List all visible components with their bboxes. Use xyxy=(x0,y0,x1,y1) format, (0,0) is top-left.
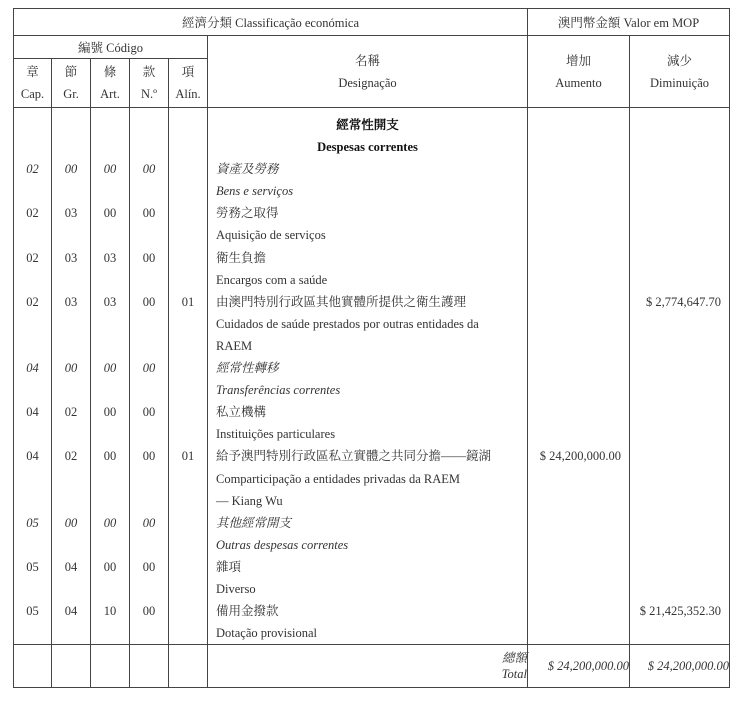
code-alin xyxy=(169,357,207,379)
alin-column xyxy=(169,108,208,645)
designation-header xyxy=(208,36,528,108)
increase-amount xyxy=(528,556,629,578)
code-gr xyxy=(52,136,90,158)
code-cap xyxy=(14,269,51,291)
code-alin xyxy=(169,136,207,158)
code-art xyxy=(91,136,129,158)
total-empty xyxy=(130,645,169,688)
increase-pt: Aumento xyxy=(555,75,602,90)
code-art: 00 xyxy=(103,162,117,177)
decrease-amount xyxy=(630,313,729,335)
code-cap xyxy=(14,335,51,357)
designation-line: Diverso xyxy=(216,581,256,596)
increase-amount xyxy=(528,158,629,180)
code-no xyxy=(130,578,168,600)
code-alin xyxy=(169,313,207,335)
code-art: 00 xyxy=(103,449,117,464)
code-cap xyxy=(14,468,51,490)
code-no: 00 xyxy=(142,294,156,309)
designation-line: 其他經常開支 xyxy=(216,515,292,530)
designation-line: 衛生負擔 xyxy=(216,250,267,265)
code-gr xyxy=(52,534,90,556)
decrease-amount xyxy=(630,556,729,578)
increase-amount xyxy=(528,401,629,423)
code-alin xyxy=(169,556,207,578)
code-alin xyxy=(169,202,207,224)
code-cap xyxy=(14,114,51,136)
code-cap xyxy=(14,490,51,512)
code-gr xyxy=(52,423,90,445)
decrease-column xyxy=(630,108,730,645)
code-art xyxy=(91,423,129,445)
code-alin xyxy=(169,269,207,291)
increase-amount xyxy=(528,468,629,490)
decrease-amount xyxy=(630,247,729,269)
code-no xyxy=(130,180,168,202)
code-no xyxy=(130,622,168,644)
code-cap: 04 xyxy=(26,361,39,376)
code-gr: 04 xyxy=(64,559,78,574)
code-art: 03 xyxy=(103,250,117,265)
designation-line: Encargos com a saúde xyxy=(216,272,328,287)
code-no xyxy=(130,335,168,357)
code-gr xyxy=(52,578,90,600)
decrease-amount: $ 21,425,352.30 xyxy=(639,604,722,619)
code-gr xyxy=(52,379,90,401)
code-no xyxy=(130,468,168,490)
increase-amount xyxy=(528,622,629,644)
gr-column xyxy=(52,108,91,645)
code-alin xyxy=(169,114,207,136)
code-alin xyxy=(169,512,207,534)
designation-line: Despesas correntes xyxy=(317,140,418,155)
code-header: 編號 Código xyxy=(14,36,208,59)
code-gr xyxy=(52,468,90,490)
cap-column xyxy=(14,108,52,645)
decrease-amount xyxy=(630,534,729,556)
decrease-amount xyxy=(630,490,729,512)
increase-amount xyxy=(528,600,629,622)
code-gr xyxy=(52,114,90,136)
increase-zh: 增加 xyxy=(565,53,591,68)
code-no: 00 xyxy=(142,162,156,177)
decrease-amount xyxy=(630,136,729,158)
decrease-amount xyxy=(630,335,729,357)
increase-amount xyxy=(528,224,629,246)
increase-amount xyxy=(528,490,629,512)
designation-pt: Designação xyxy=(338,75,397,90)
increase-amount xyxy=(528,136,629,158)
code-art xyxy=(91,335,129,357)
designation-line: Dotação provisional xyxy=(216,626,318,641)
code-cap xyxy=(14,534,51,556)
code-art xyxy=(91,490,129,512)
code-no xyxy=(130,490,168,512)
code-cap: 04 xyxy=(26,449,39,464)
code-art xyxy=(91,468,129,490)
code-alin xyxy=(169,468,207,490)
decrease-amount xyxy=(630,357,729,379)
designation-line: 私立機構 xyxy=(216,405,267,420)
increase-amount xyxy=(528,114,629,136)
designation-line: 給予澳門特別行政區私立實體之共同分擔——鏡湖 xyxy=(216,449,492,464)
increase-amount xyxy=(528,180,629,202)
decrease-amount xyxy=(630,180,729,202)
total-empty xyxy=(169,645,208,688)
designation-line: RAEM xyxy=(216,338,253,353)
no-column xyxy=(130,108,169,645)
designation-line: Cuidados de saúde prestados por outras entidades da xyxy=(216,316,479,331)
code-gr: 02 xyxy=(64,449,78,464)
code-alin xyxy=(169,578,207,600)
decrease-amount xyxy=(630,114,729,136)
decrease-amount xyxy=(630,512,729,534)
decrease-amount xyxy=(630,269,729,291)
code-no xyxy=(130,423,168,445)
code-cap: 04 xyxy=(26,405,39,420)
code-cap xyxy=(14,423,51,445)
code-art: 00 xyxy=(103,559,117,574)
decrease-amount xyxy=(630,445,729,467)
code-cap xyxy=(14,313,51,335)
code-art xyxy=(91,269,129,291)
code-art xyxy=(91,313,129,335)
code-alin xyxy=(169,379,207,401)
code-art: 00 xyxy=(103,515,117,530)
designation-line: Comparticipação a entidades privadas da RAEM xyxy=(216,471,461,486)
designation-line: Aquisição de serviços xyxy=(216,228,326,243)
increase-amount xyxy=(528,357,629,379)
increase-amount xyxy=(528,423,629,445)
designation-line: Transferências correntes xyxy=(216,383,341,398)
code-cap xyxy=(14,379,51,401)
decrease-amount xyxy=(630,158,729,180)
code-no: 00 xyxy=(142,449,156,464)
decrease-amount: $ 2,774,647.70 xyxy=(646,294,722,309)
code-gr: 00 xyxy=(64,162,78,177)
decrease-pt: Diminuição xyxy=(650,75,710,90)
code-cap xyxy=(14,578,51,600)
code-gr xyxy=(52,224,90,246)
code-no: 00 xyxy=(142,206,156,221)
code-art: 00 xyxy=(103,206,117,221)
code-alin: 01 xyxy=(181,449,195,464)
col-gr-header: 節 Gr. xyxy=(52,59,91,108)
code-gr: 00 xyxy=(64,515,78,530)
col-cap-header: 章 Cap. xyxy=(14,59,52,108)
increase-amount xyxy=(528,247,629,269)
decrease-zh: 減少 xyxy=(667,53,693,68)
designation-line: 由澳門特別行政區其他實體所提供之衛生護理 xyxy=(216,294,467,309)
increase-column xyxy=(528,108,630,645)
decrease-amount xyxy=(630,401,729,423)
col-no-header: 款 N.º xyxy=(130,59,169,108)
code-cap xyxy=(14,622,51,644)
code-art xyxy=(91,379,129,401)
code-cap xyxy=(14,180,51,202)
code-gr xyxy=(52,180,90,202)
code-cap: 05 xyxy=(26,515,39,530)
designation-line: 勞務之取得 xyxy=(216,206,279,221)
code-no xyxy=(130,313,168,335)
budget-table xyxy=(13,8,730,688)
designation-zh: 名稱 xyxy=(354,53,380,68)
increase-amount xyxy=(528,512,629,534)
designation-line: Outras despesas correntes xyxy=(216,537,349,552)
decrease-amount xyxy=(630,468,729,490)
decrease-header xyxy=(630,36,730,108)
code-no: 00 xyxy=(142,405,156,420)
art-column xyxy=(91,108,130,645)
col-alin-header: 項 Alín. xyxy=(169,59,208,108)
code-gr: 03 xyxy=(64,206,78,221)
code-no xyxy=(130,224,168,246)
code-alin xyxy=(169,600,207,622)
code-art xyxy=(91,180,129,202)
code-no: 00 xyxy=(142,250,156,265)
total-label-zh: 總額 xyxy=(501,651,527,666)
code-no xyxy=(130,269,168,291)
code-art xyxy=(91,578,129,600)
col-art-header: 條 Art. xyxy=(91,59,130,108)
designation-line: 資產及勞務 xyxy=(216,162,279,177)
designation-line: Bens e serviços xyxy=(216,184,294,199)
increase-amount xyxy=(528,269,629,291)
total-decrease: $ 24,200,000.00 xyxy=(630,645,730,688)
total-empty xyxy=(52,645,91,688)
code-cap: 02 xyxy=(26,206,39,221)
code-alin xyxy=(169,180,207,202)
code-cap: 05 xyxy=(26,604,39,619)
code-gr: 04 xyxy=(64,604,78,619)
value-header: 澳門幣金額 Valor em MOP xyxy=(528,9,730,36)
code-art: 10 xyxy=(103,604,117,619)
code-alin: 01 xyxy=(181,294,195,309)
decrease-amount xyxy=(630,224,729,246)
designation-line: 經常性轉移 xyxy=(216,361,279,376)
code-no xyxy=(130,379,168,401)
code-alin xyxy=(169,490,207,512)
code-no: 00 xyxy=(142,604,156,619)
code-cap: 05 xyxy=(26,559,39,574)
code-art xyxy=(91,534,129,556)
code-cap: 02 xyxy=(26,250,39,265)
increase-amount: $ 24,200,000.00 xyxy=(539,449,621,464)
total-increase: $ 24,200,000.00 xyxy=(528,645,630,688)
decrease-amount xyxy=(630,379,729,401)
increase-header xyxy=(528,36,630,108)
code-alin xyxy=(169,158,207,180)
code-gr xyxy=(52,313,90,335)
code-gr: 03 xyxy=(64,294,78,309)
designation-column xyxy=(208,108,528,645)
code-no xyxy=(130,114,168,136)
code-no: 00 xyxy=(142,559,156,574)
code-alin xyxy=(169,247,207,269)
code-alin xyxy=(169,335,207,357)
code-art: 00 xyxy=(103,405,117,420)
designation-line: 經常性開支 xyxy=(336,118,399,132)
decrease-amount xyxy=(630,202,729,224)
code-alin xyxy=(169,401,207,423)
code-art: 00 xyxy=(103,361,117,376)
code-cap xyxy=(14,136,51,158)
code-gr: 03 xyxy=(64,250,78,265)
code-cap xyxy=(14,224,51,246)
increase-amount xyxy=(528,335,629,357)
code-gr xyxy=(52,269,90,291)
classification-header: 經濟分類 Classificação económica xyxy=(14,9,528,36)
code-art xyxy=(91,224,129,246)
decrease-amount xyxy=(630,622,729,644)
designation-line: — Kiang Wu xyxy=(216,493,283,508)
code-art xyxy=(91,114,129,136)
decrease-amount xyxy=(630,423,729,445)
total-label-pt: Total xyxy=(501,667,527,682)
code-gr: 00 xyxy=(64,361,78,376)
increase-amount xyxy=(528,313,629,335)
code-gr: 02 xyxy=(64,405,78,420)
code-art: 03 xyxy=(103,294,117,309)
code-alin xyxy=(169,622,207,644)
increase-amount xyxy=(528,379,629,401)
code-cap: 02 xyxy=(26,162,39,177)
code-alin xyxy=(169,224,207,246)
total-label xyxy=(208,645,528,688)
designation-line: 雜項 xyxy=(216,559,242,574)
code-no xyxy=(130,534,168,556)
designation-line: Instituições particulares xyxy=(216,427,336,442)
decrease-amount xyxy=(630,578,729,600)
total-empty xyxy=(91,645,130,688)
code-gr xyxy=(52,490,90,512)
increase-amount xyxy=(528,578,629,600)
code-no: 00 xyxy=(142,515,156,530)
code-cap: 02 xyxy=(26,294,39,309)
total-empty xyxy=(14,645,52,688)
code-alin xyxy=(169,534,207,556)
code-gr xyxy=(52,335,90,357)
increase-amount xyxy=(528,534,629,556)
code-no xyxy=(130,136,168,158)
code-gr xyxy=(52,622,90,644)
increase-amount xyxy=(528,202,629,224)
code-art xyxy=(91,622,129,644)
designation-line: 備用金撥款 xyxy=(216,604,279,619)
code-alin xyxy=(169,423,207,445)
code-no: 00 xyxy=(142,361,156,376)
increase-amount xyxy=(528,291,629,313)
